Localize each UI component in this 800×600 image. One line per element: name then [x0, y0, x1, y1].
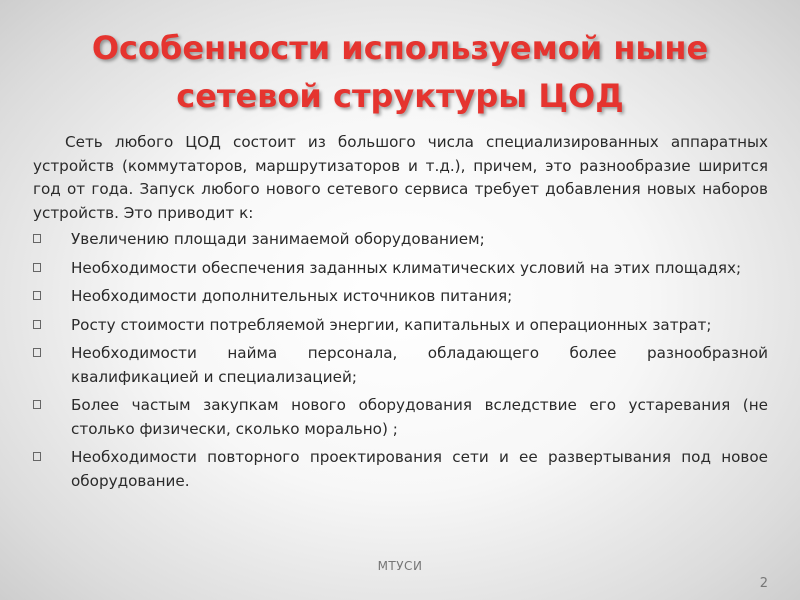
square-bullet-icon [33, 320, 41, 329]
list-item [33, 342, 768, 389]
list-item [33, 314, 768, 338]
list-item-text: Росту стоимости потребляемой энергии, капитальных и операционных затрат; [71, 315, 712, 334]
square-bullet-icon [33, 348, 41, 357]
list-item [33, 446, 768, 493]
square-bullet-icon [33, 452, 41, 461]
square-bullet-icon [33, 291, 41, 300]
list-item-text: Более частым закупкам нового оборудования вследствие его устаревания (не столько физически, сколько морально) ; [71, 396, 768, 438]
slide-body [33, 131, 768, 498]
consequence-list [33, 228, 768, 493]
list-item [33, 257, 768, 281]
list-item-text: Необходимости обеспечения заданных климатических условий на этих площадях; [71, 258, 742, 277]
intro-paragraph: Сеть любого ЦОД состоит из большого числа специализированных аппаратных устройств (коммутаторов, маршрутизаторов и т.д.), причем, это разнообразие ширится год от года. Запуск любого нового сетевого сервиса требует добавления новых наборов устройств. Это приводит к: [33, 133, 768, 222]
list-item-text: Необходимости дополнительных источников питания; [71, 287, 513, 305]
page-number: 2 [759, 576, 768, 591]
slide-title: Особенности используемой ныне сетевой структуры ЦОД [91, 29, 709, 115]
footer-org: МТУСИ [377, 559, 423, 573]
list-item [33, 394, 768, 441]
list-item-text: Необходимости найма персонала, обладающего более разнообразной квалификацией и специализацией; [71, 344, 768, 386]
square-bullet-icon [33, 234, 41, 243]
list-item [33, 285, 768, 309]
list-item [33, 228, 768, 252]
list-item-text: Увеличению площади занимаемой оборудованием; [71, 230, 485, 248]
square-bullet-icon [33, 263, 41, 272]
list-item-text: Необходимости повторного проектирования сети и ее развертывания под новое оборудование. [71, 448, 768, 490]
square-bullet-icon [33, 400, 41, 409]
